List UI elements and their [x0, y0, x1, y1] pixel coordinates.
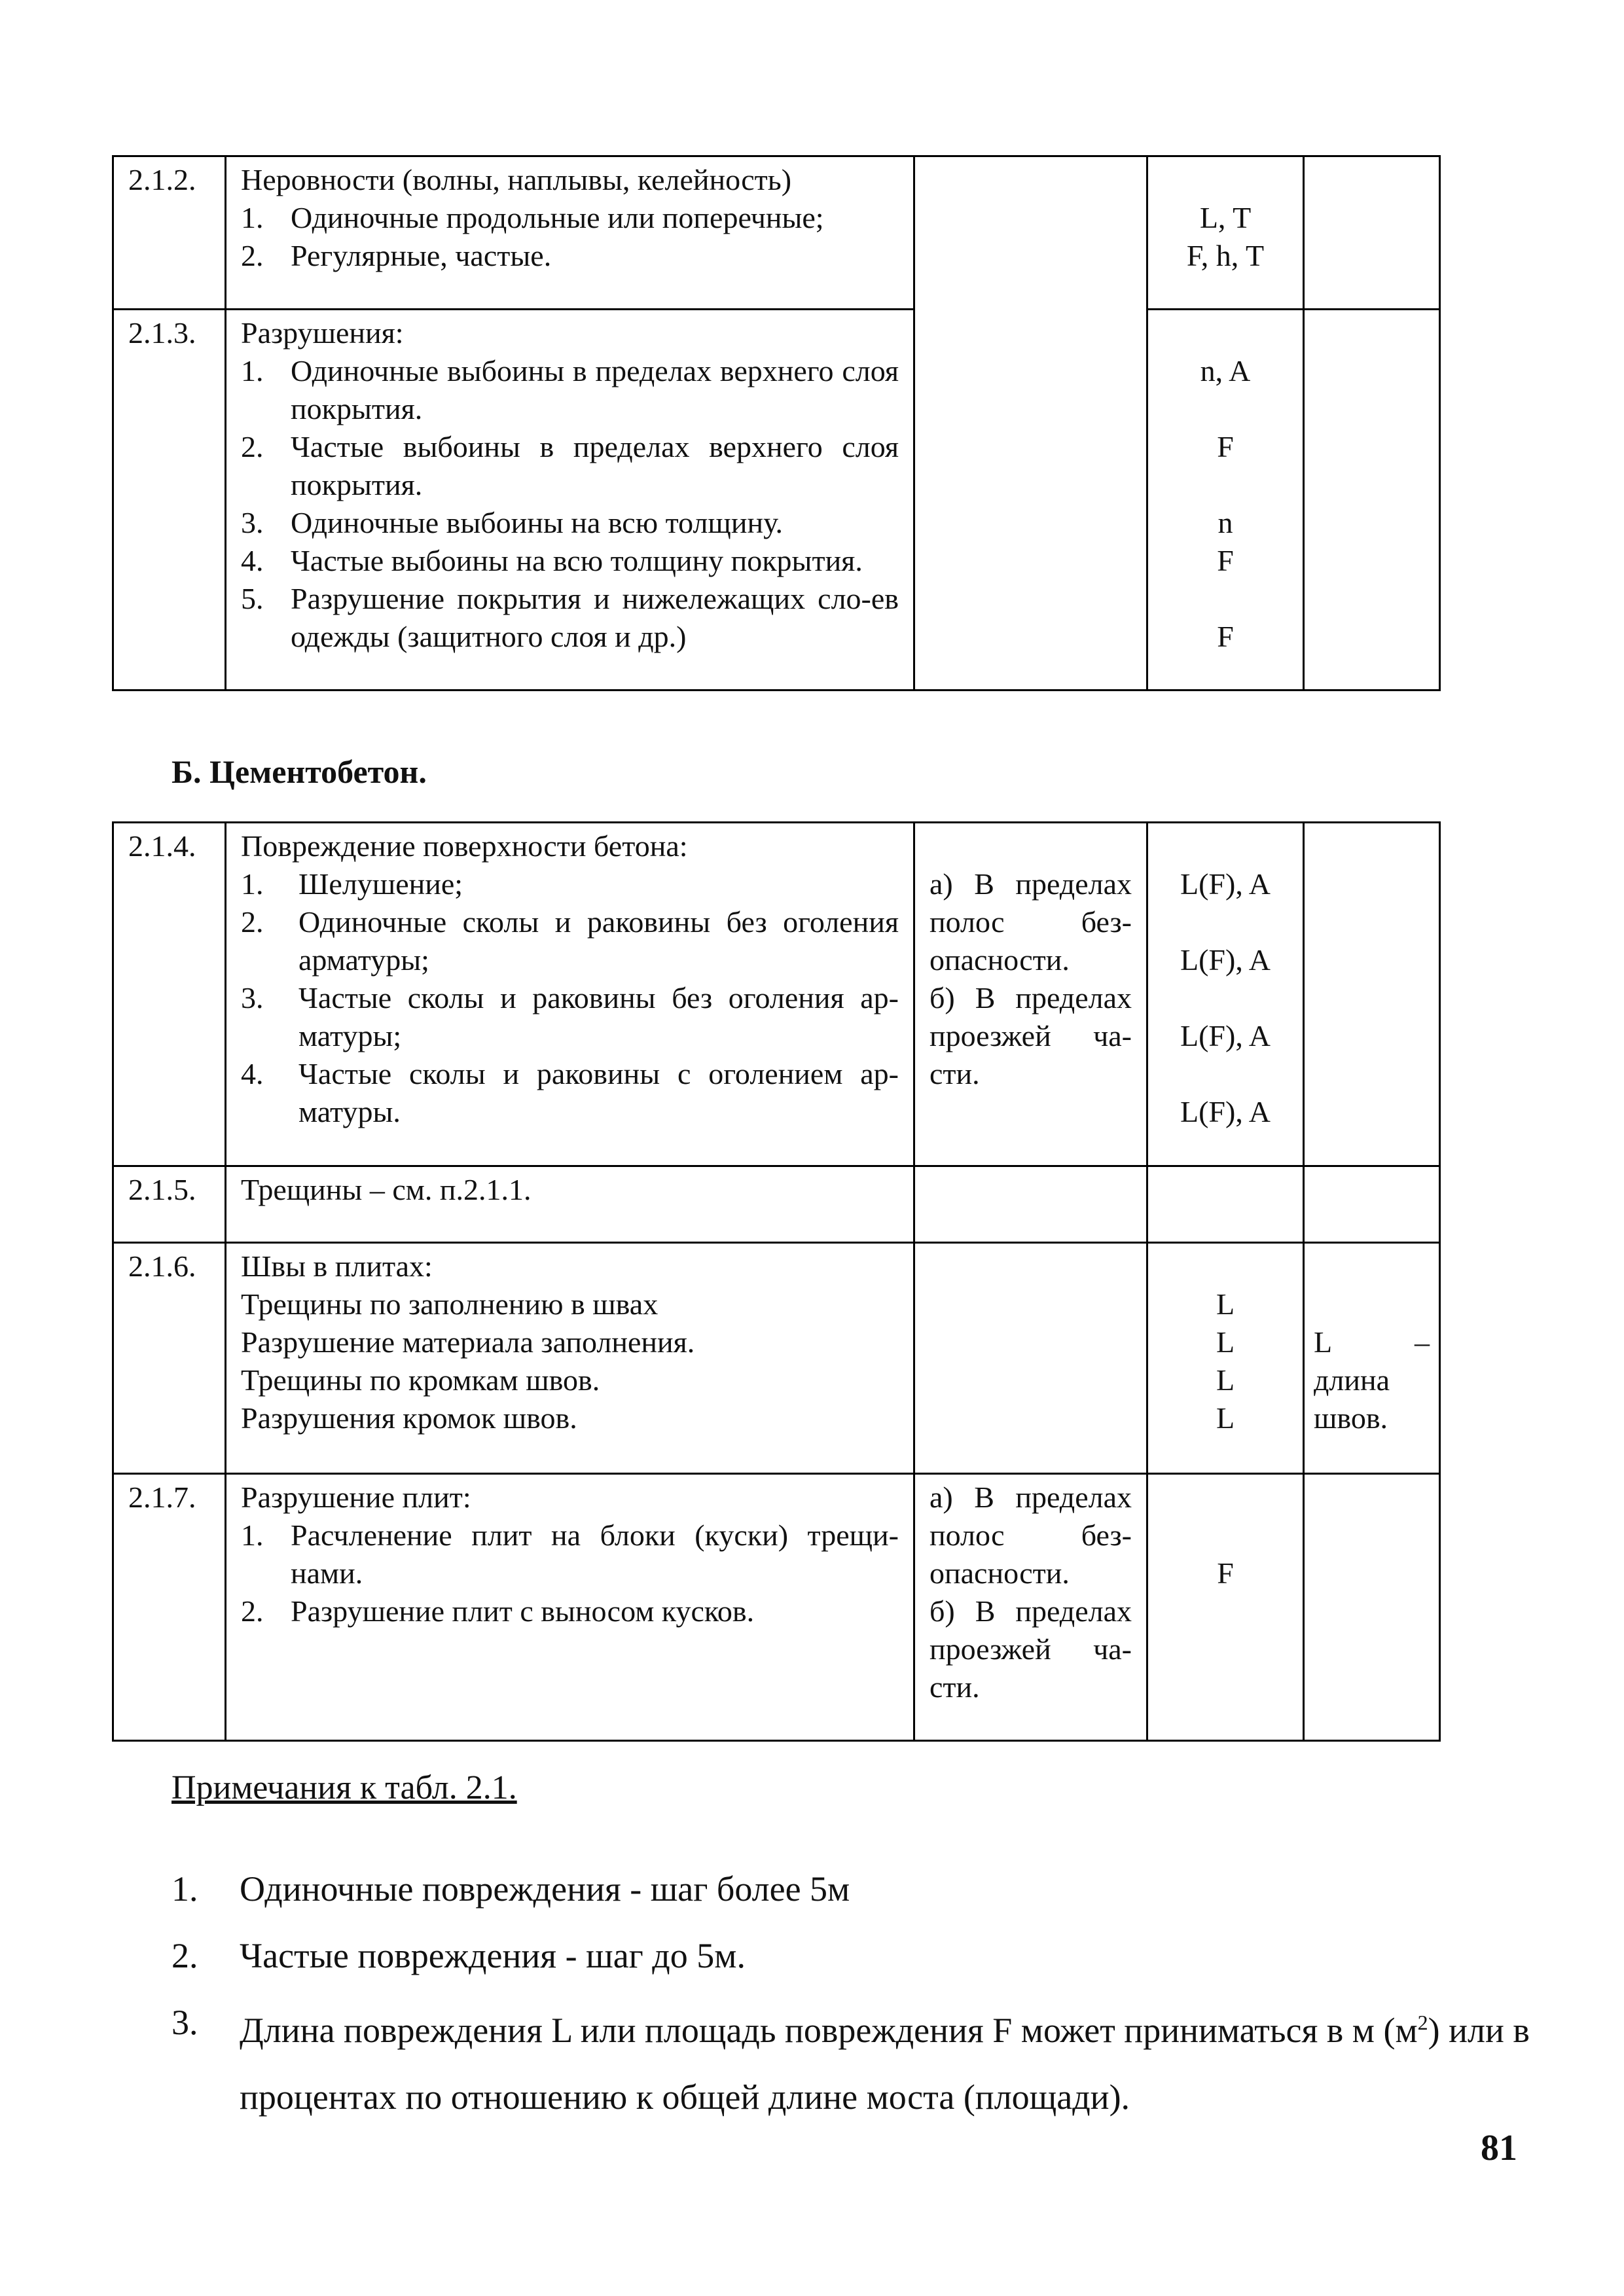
damage-table-bottom — [112, 821, 1441, 1742]
list-item: 1. Расчленение плит на блоки (куски) трещи-нами. — [241, 1518, 899, 1590]
note-cell — [1304, 1243, 1440, 1474]
list-item: 1. Одиночные продольные или поперечные; — [241, 201, 824, 234]
list-item: 2. Разрушение плит с выносом кусков. — [241, 1594, 755, 1628]
note-cell — [1304, 156, 1440, 310]
row-number: 2.1.4. — [113, 823, 226, 1166]
row-description — [226, 823, 914, 1166]
params-cell: L, T F, h, T — [1147, 156, 1304, 310]
list-item: 2. Частые выбоины в пределах верхнего слоя покрытия. — [241, 430, 899, 501]
row-title: Неровности (волны, наплывы, келейность) — [241, 163, 792, 196]
list-item: Разрушение материала заполнения. — [241, 1325, 695, 1359]
note-cell — [1304, 1166, 1440, 1243]
list-item: 1. Одиночные выбоины в пределах верхнего слоя покрытия. — [241, 354, 899, 425]
table-row — [113, 310, 1440, 691]
params-cell: F — [1147, 1474, 1304, 1741]
section-heading: Б. Цементобетон. — [171, 753, 427, 790]
row-description — [226, 1243, 914, 1474]
row-number: 2.1.6. — [113, 1243, 226, 1474]
list-item: 2. Одиночные сколы и раковины без оголения арматуры; — [241, 905, 899, 977]
params-cell: n, A F n F F — [1147, 310, 1304, 691]
row-description — [226, 156, 914, 310]
list-item: Трещины по кромкам швов. — [241, 1363, 600, 1397]
item-list — [241, 865, 899, 1131]
list-item: Разрушения кромок швов. — [241, 1401, 577, 1435]
item-list — [241, 352, 899, 656]
row-number: 2.1.3. — [113, 310, 226, 691]
table-row — [113, 823, 1440, 1166]
location-cell — [914, 1243, 1147, 1474]
row-title: Разрушение плит: — [241, 1480, 471, 1514]
params-cell: L(F), A L(F), A L(F), A L(F), A — [1147, 823, 1304, 1166]
row-title: Швы в плитах: — [241, 1249, 433, 1283]
seam-length-note: L – длина швов. — [1314, 1325, 1430, 1435]
list-item: 3. Одиночные выбоины на всю толщину. — [241, 506, 783, 539]
table-row — [113, 156, 1440, 310]
note-cell — [1304, 310, 1440, 691]
params-cell — [1147, 1166, 1304, 1243]
row-description — [226, 1474, 914, 1741]
row-title: Трещины – см. п.2.1.1. — [241, 1173, 532, 1206]
table-row — [113, 1243, 1440, 1474]
list-item: 5. Разрушение покрытия и нижележащих сло-ев одежды (защитного слоя и др.) — [241, 582, 899, 653]
notes-title: Примечания к табл. 2.1. — [171, 1769, 517, 1806]
notes-list — [171, 1856, 1579, 2130]
row-description — [226, 310, 914, 691]
location-cell: а) В пределах полос без-опасности. б) В пределах проезжей ча-сти. — [914, 1474, 1147, 1741]
row-description — [226, 1166, 914, 1243]
location-cell — [914, 156, 1147, 691]
params-cell: L L L L — [1147, 1243, 1304, 1474]
list-item: 2. Регулярные, частые. — [241, 239, 552, 272]
note-item: 1. Одиночные повреждения - шаг более 5м — [171, 1869, 850, 1909]
list-item: 3. Частые сколы и раковины без оголения ар-матуры; — [241, 981, 899, 1052]
list-item: 1. Шелушение; — [241, 867, 463, 901]
item-list — [241, 199, 899, 275]
row-number: 2.1.5. — [113, 1166, 226, 1243]
table-row — [113, 1474, 1440, 1741]
note-item: 2. Частые повреждения - шаг до 5м. — [171, 1936, 746, 1975]
page-number: 81 — [1481, 2128, 1517, 2168]
list-item: Трещины по заполнению в швах — [241, 1287, 659, 1321]
list-item: 4. Частые выбоины на всю толщину покрытия. — [241, 544, 863, 577]
item-list — [241, 1516, 899, 1630]
location-cell: а) В пределах полос без-опасности. б) В пределах проезжей ча-сти. — [914, 823, 1147, 1166]
table-row — [113, 1166, 1440, 1243]
row-title: Повреждение поверхности бетона: — [241, 829, 688, 863]
row-title: Разрушения: — [241, 316, 404, 350]
damage-table-top — [112, 155, 1441, 691]
location-cell — [914, 1166, 1147, 1243]
list-item: 4. Частые сколы и раковины с оголением ар-матуры. — [241, 1057, 899, 1128]
note-cell — [1304, 823, 1440, 1166]
row-number: 2.1.2. — [113, 156, 226, 310]
note-cell — [1304, 1474, 1440, 1741]
note-item: 3. Длина повреждения L или площадь повреждения F может приниматься в м $(м^2)$ или в процентах по отношению к общей длине моста (площади). — [171, 2003, 1530, 2117]
row-number: 2.1.7. — [113, 1474, 226, 1741]
